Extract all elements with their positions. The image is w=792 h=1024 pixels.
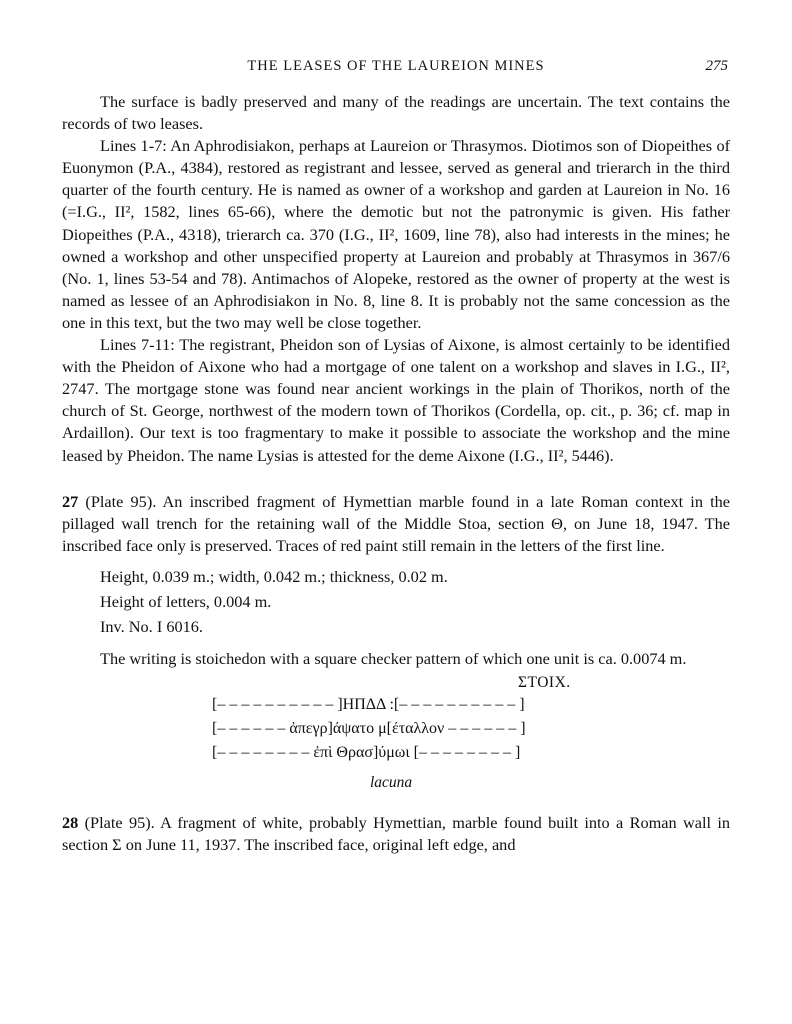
paragraph-surface: The surface is badly preserved and many of the readings are uncertain. The text contains the records of two leases. bbox=[62, 92, 730, 134]
entry-28-text: (Plate 95). A fragment of white, probably Hymettian, marble found built into a Roman wall in section Σ on June 11, 1937. The inscribed face, original left edge, and bbox=[62, 812, 730, 855]
paragraph-lines-7-11: Lines 7-11: The registrant, Pheidon son of Lysias of Aixone, is almost certainly to be identified with the Pheidon of Aixone who had a mortgage of one talent on a workshop and slaves in I.G., II², 2747. The mortgage stone was found near ancient workings in the plain of Thorikos, north of the church of St. George, northwest of the modern town of Thorikos (Cordella, op. cit., p. 36; cf. map in Ardaillon). Our text is too fragmentary to make it possible to associate the workshop and the mine leased by Pheidon. The name Lysias is attested for the deme Aixone (I.G., II², 5446). bbox=[62, 335, 730, 465]
inscription-line-2: [– – – – – – ἀπεγρ]άψατο μ[έταλλον – – – – – – ] bbox=[212, 719, 526, 737]
paragraph-lines-1-7: Lines 1-7: An Aphrodisiakon, perhaps at Laureion or Thrasymos. Diotimos son of Diopeithes of Euonymon (P.A., 4384), restored as registrant and lessee, served as general and trierarch in the third quarter of the fourth century. He is named as owner of a workshop and garden at Laureion in No. 16 (=I.G., II², 1582, lines 65-66), where the demotic but not the patronymic is given. His father Diopeithes (P.A., 4318), trierarch ca. 370 (I.G., II², 1609, line 78), also had interests in the mines; he owned a workshop and other unspecified property at Laureion and probably at Thrasymos in 367/6 (No. 1, lines 53-54 and 78). Antimachos of Alopeke, restored as the owner of property at the west is named as lessee of an Aphrodisiakon in No. 8, line 8. It is probably not the same concession as the one in this text, but the two may well be close together. bbox=[62, 136, 730, 332]
entry-27 bbox=[62, 491, 730, 557]
lacuna-label: lacuna bbox=[370, 773, 413, 791]
stoix-label: ΣΤΟΙΧ. bbox=[518, 673, 571, 691]
entry-27-text: (Plate 95). An inscribed fragment of Hymettian marble found in a late Roman context in the pillaged wall trench for the retaining wall of the Middle Stoa, section Θ, on June 18, 1947. The inscribed face only is preserved. Traces of red paint still remain in the letters of the first line. bbox=[62, 491, 730, 555]
running-header bbox=[62, 58, 730, 80]
writing-note: The writing is stoichedon with a square checker pattern of which one unit is ca. 0.0074 m. bbox=[100, 648, 687, 668]
page-number: 275 bbox=[705, 58, 728, 74]
running-title: THE LEASES OF THE LAUREION MINES bbox=[247, 58, 545, 74]
dimensions-line: Height, 0.039 m.; width, 0.042 m.; thickness, 0.02 m. bbox=[100, 566, 448, 586]
entry-28 bbox=[62, 812, 730, 856]
inscription-text bbox=[62, 672, 730, 790]
inscription-line-1: [– – – – – – – – – – ]ΗΠΔΔ :[– – – – – – – – – – ] bbox=[212, 695, 525, 713]
entry-28-number: 28 bbox=[62, 812, 79, 832]
page-body bbox=[62, 91, 730, 856]
inscription-line-3: [– – – – – – – – ἐπὶ Θρασ]ύμωι [– – – – – – – – ] bbox=[212, 743, 521, 761]
entry-27-dimensions bbox=[100, 564, 730, 639]
section-gap bbox=[62, 467, 730, 491]
letter-height-line: Height of letters, 0.004 m. bbox=[100, 591, 272, 611]
entry-27-number: 27 bbox=[62, 491, 79, 511]
inventory-line: Inv. No. I 6016. bbox=[100, 616, 203, 636]
